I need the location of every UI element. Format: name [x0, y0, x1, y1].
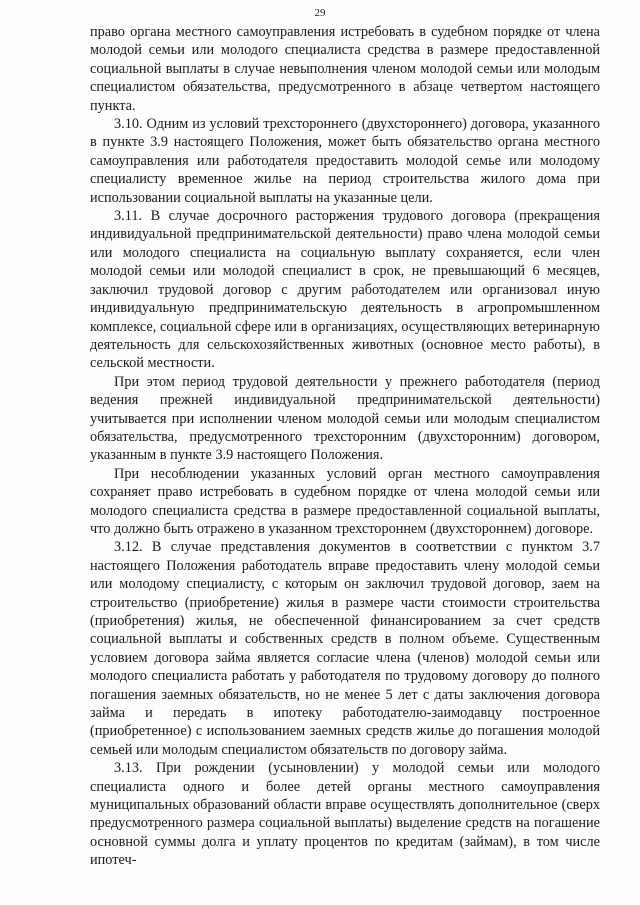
paragraph-3-12: 3.12. В случае представления документов в соответствии с пунктом 3.7 настоящего Положения работодатель вправе предоставить члену молодой семьи или молодому специалисту, с которым он заключил трудовой договор, заем на строительство (приобретение) жилья в размере части стоимости строительства (приобретения) жилья, не обеспеченной финансированием за счет средств социальной выплаты и собственных средств в полном объеме. Существенным условием договора займа является согласие члена (членов) молодой семьи или молодого специалиста работать у работодателя по трудовому договору до полного погашения заемных обязательств, но не менее 5 лет с даты заключения договора займа и передать в ипотеку работодателю-заимодавцу построенное (приобретенное) с использованием заемных средств жилье до погашения молодой семьей или молодым специалистом обязательств по договору займа. [90, 539, 600, 758]
paragraph-3-13: 3.13. При рождении (усыновлении) у молодой семьи или молодого специалиста одного и более детей органы местного самоуправления муниципальных образований области вправе осуществлять дополнительное (сверх предусмотренного размера социальной выплаты) выделение средств на погашение основной суммы долга и уплату процентов по кредитам (займам), в том числе ипотеч- [90, 760, 600, 869]
paragraph-continuation: право органа местного самоуправления истребовать в судебном порядке от члена молодой семьи или молодого специалиста средства в размере предоставленной социальной выплаты в случае невыполнения членом молодой семьи или молодым специалистом обязательства, предусмотренного в абзаце четвертом настоящего пункта. [90, 24, 600, 114]
page-number: 29 [314, 7, 326, 19]
document-body [90, 23, 600, 870]
paragraph-3-10: 3.10. Одним из условий трехстороннего (двухстороннего) договора, указанного в пункте 3.9 настоящего Положения, может быть обязательство органа местного самоуправления или работодателя предоставить молодой семье или молодому специалисту временное жилье на период строительства жилого дома при использовании социальной выплаты на указанные цели. [90, 116, 600, 206]
paragraph-3-11-noncompliance: При несоблюдении указанных условий орган местного самоуправления сохраняет право истребовать в судебном порядке от члена молодой семьи или молодого специалиста средства в размере предоставленной социальной выплаты, что должно быть отражено в указанном трехстороннем (двухстороннем) договоре. [90, 465, 600, 537]
paragraph-3-11-period: При этом период трудовой деятельности у прежнего работодателя (период ведения прежней индивидуальной предпринимательской деятельности) учитывается при исполнении членом молодой семьи или молодым специалистом обязательства, предусмотренного трехсторонним (двухсторонним) договором, указанным в пункте 3.9 настоящего Положения. [90, 373, 600, 464]
paragraph-3-11: 3.11. В случае досрочного расторжения трудового договора (прекращения индивидуальной предпринимательской деятельности) право члена молодой семьи или молодого специалиста на социальную выплату сохраняется, если член молодой семьи или молодой специалист в срок, не превышающий 6 месяцев, заключил трудовой договор с другим работодателем или организовал иную индивидуальную предпринимательскую деятельность в агропромышленном комплексе, социальной сфере или в организациях, осуществляющих ветеринарную деятельность для сельскохозяйственных животных (основное место работы), в сельской местности. [90, 208, 600, 372]
